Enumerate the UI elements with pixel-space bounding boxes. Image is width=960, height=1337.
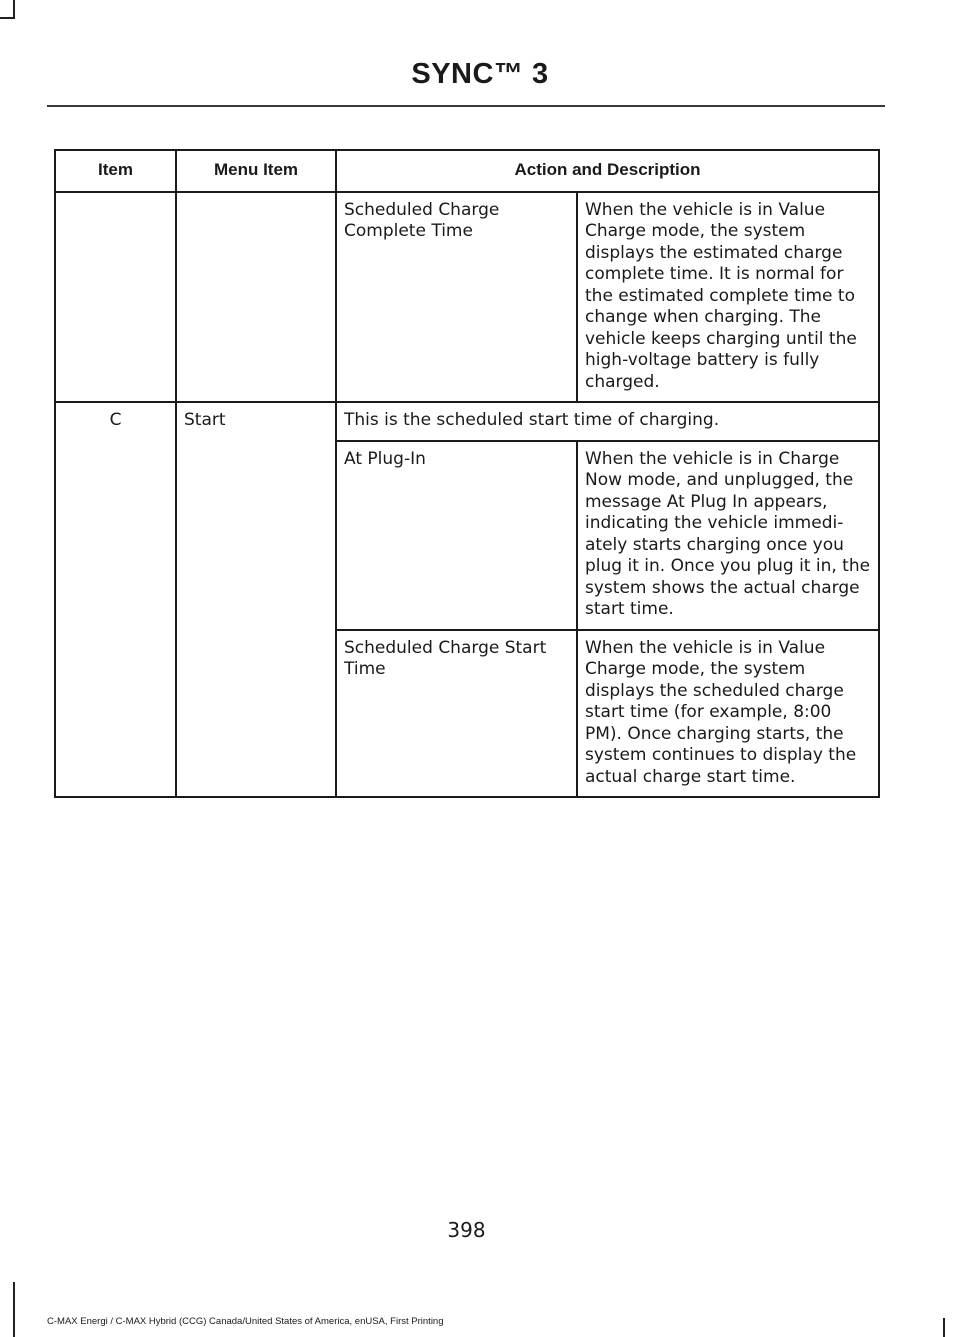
crop-mark bbox=[13, 1282, 15, 1337]
menu-cell: Start bbox=[176, 402, 336, 797]
table-row bbox=[55, 402, 879, 441]
sub-item-cell: Scheduled Charge Complete Time bbox=[336, 192, 577, 403]
description-cell: When the vehicle is in Charge Now mode, and unplugged, the message At Plug In appears, indicating the vehicle immedi-ately starts charging once you plug it in. Once you plug it in, the system shows the actual charge start time. bbox=[577, 441, 879, 630]
sync-settings-table bbox=[54, 149, 880, 798]
header-rule bbox=[47, 105, 885, 107]
table-row bbox=[55, 192, 879, 403]
sub-item-cell: At Plug-In bbox=[336, 441, 577, 630]
header-action-description: Action and Description bbox=[336, 150, 879, 192]
description-cell: When the vehicle is in Value Charge mode, the system displays the scheduled charge start time (for example, 8:00 PM). Once charging starts, the system continues to display the actual charge start time. bbox=[577, 630, 879, 798]
item-cell: C bbox=[55, 402, 176, 797]
description-cell: This is the scheduled start time of charging. bbox=[336, 402, 879, 441]
item-cell bbox=[55, 192, 176, 403]
crop-mark bbox=[13, 0, 15, 18]
description-cell: When the vehicle is in Value Charge mode, the system displays the estimated charge complete time. It is normal for the estimated complete time to change when charging. The vehicle keeps charging until the high-voltage battery is fully charged. bbox=[577, 192, 879, 403]
header-menu-item: Menu Item bbox=[176, 150, 336, 192]
crop-mark bbox=[943, 1318, 945, 1337]
crop-mark bbox=[0, 17, 15, 19]
sub-item-cell: Scheduled Charge Start Time bbox=[336, 630, 577, 798]
page-number: 398 bbox=[447, 1218, 486, 1242]
table-header-row bbox=[55, 150, 879, 192]
header-item: Item bbox=[55, 150, 176, 192]
footer-text: C-MAX Energi / C-MAX Hybrid (CCG) Canada/United States of America, enUSA, First Printing bbox=[47, 1316, 444, 1327]
page-title: SYNC™ 3 bbox=[411, 58, 549, 90]
menu-cell bbox=[176, 192, 336, 403]
